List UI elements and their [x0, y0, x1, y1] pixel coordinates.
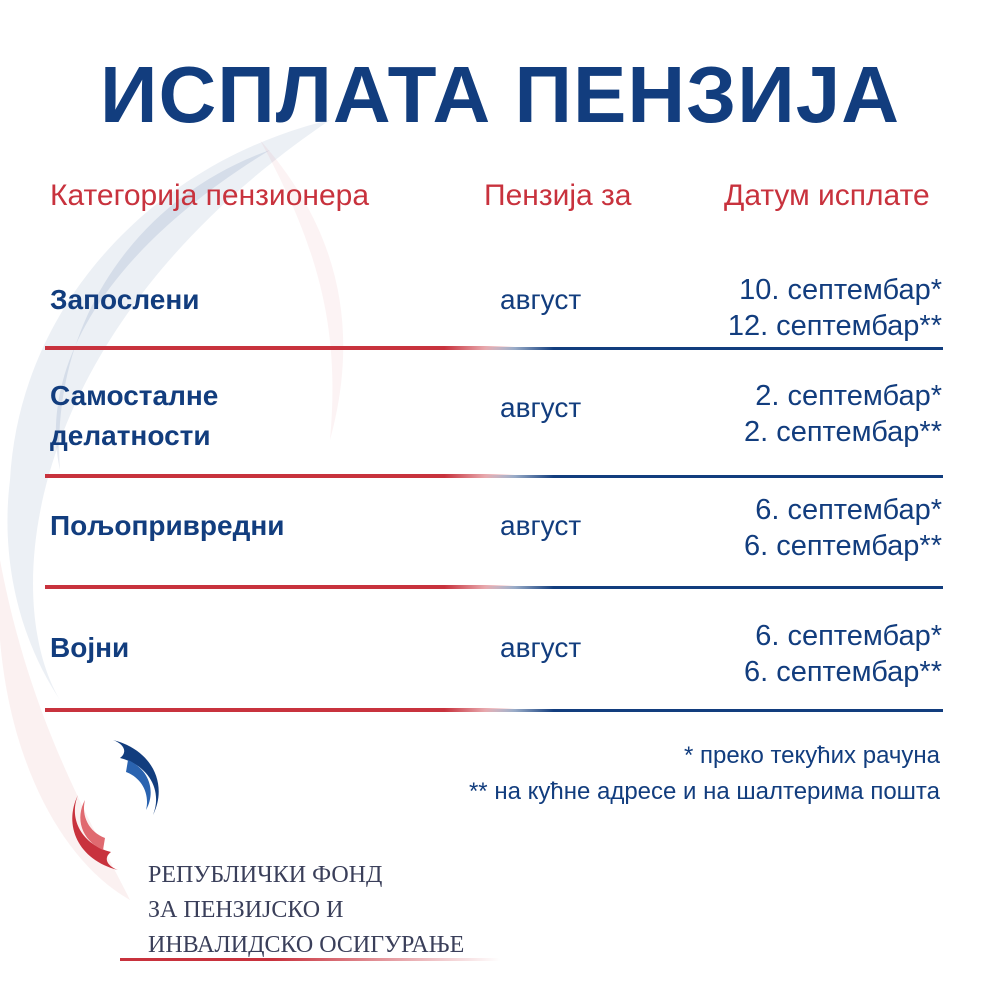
row-pension-for: август	[500, 632, 582, 663]
date-account: 6. септембар*	[755, 494, 942, 526]
organization-line3: ИНВАЛИДСКО ОСИГУРАЊЕ	[148, 932, 465, 958]
date-account: 2. септембар*	[755, 380, 942, 412]
row-category: Пољопривредни	[50, 510, 285, 541]
organization-line1: РЕПУБЛИЧКИ ФОНД	[148, 862, 383, 888]
table-row-military	[0, 616, 1000, 696]
header-payment-date: Датум исплате	[724, 179, 930, 212]
row-category	[50, 376, 218, 456]
date-home: 12. септембар**	[727, 310, 942, 342]
row-dates	[744, 618, 942, 690]
row-category-line1: Самосталне	[50, 380, 219, 411]
row-divider	[45, 708, 943, 712]
date-home: 6. септембар**	[743, 656, 942, 688]
date-account: 6. септембар*	[755, 620, 942, 652]
header-category: Категорија пензионера	[50, 179, 369, 212]
date-home: 2. септембар**	[743, 416, 942, 448]
footnote-double-asterisk: ** на кућне адресе и на шалтерима пошта	[468, 778, 940, 805]
header-pension-for: Пензија за	[484, 179, 632, 212]
row-category-line2: делатности	[50, 420, 211, 451]
row-dates	[744, 378, 942, 450]
row-dates	[728, 272, 942, 344]
row-divider	[45, 585, 943, 589]
footnote-single-asterisk: * преко текућих рачуна	[683, 742, 940, 769]
table-row-employed	[0, 272, 1000, 352]
row-category: Војни	[50, 632, 130, 663]
table-row-agricultural	[0, 492, 1000, 572]
date-home: 6. септембар**	[743, 530, 942, 562]
row-pension-for: август	[500, 392, 582, 423]
date-account: 10. септембар*	[739, 274, 942, 306]
row-category: Запослени	[50, 284, 200, 315]
organization-name	[148, 858, 464, 963]
organization-underline	[120, 958, 500, 961]
page-title: ИСПЛАТА ПЕНЗИЈА	[99, 50, 901, 139]
table-row-self-employed	[0, 376, 1000, 466]
row-dates	[744, 492, 942, 564]
organization-line2: ЗА ПЕНЗИЈСКО И	[148, 897, 344, 923]
row-pension-for: август	[500, 284, 582, 315]
footnotes	[469, 738, 940, 810]
row-divider	[45, 346, 943, 350]
row-pension-for: август	[500, 510, 582, 541]
row-divider	[45, 474, 943, 478]
